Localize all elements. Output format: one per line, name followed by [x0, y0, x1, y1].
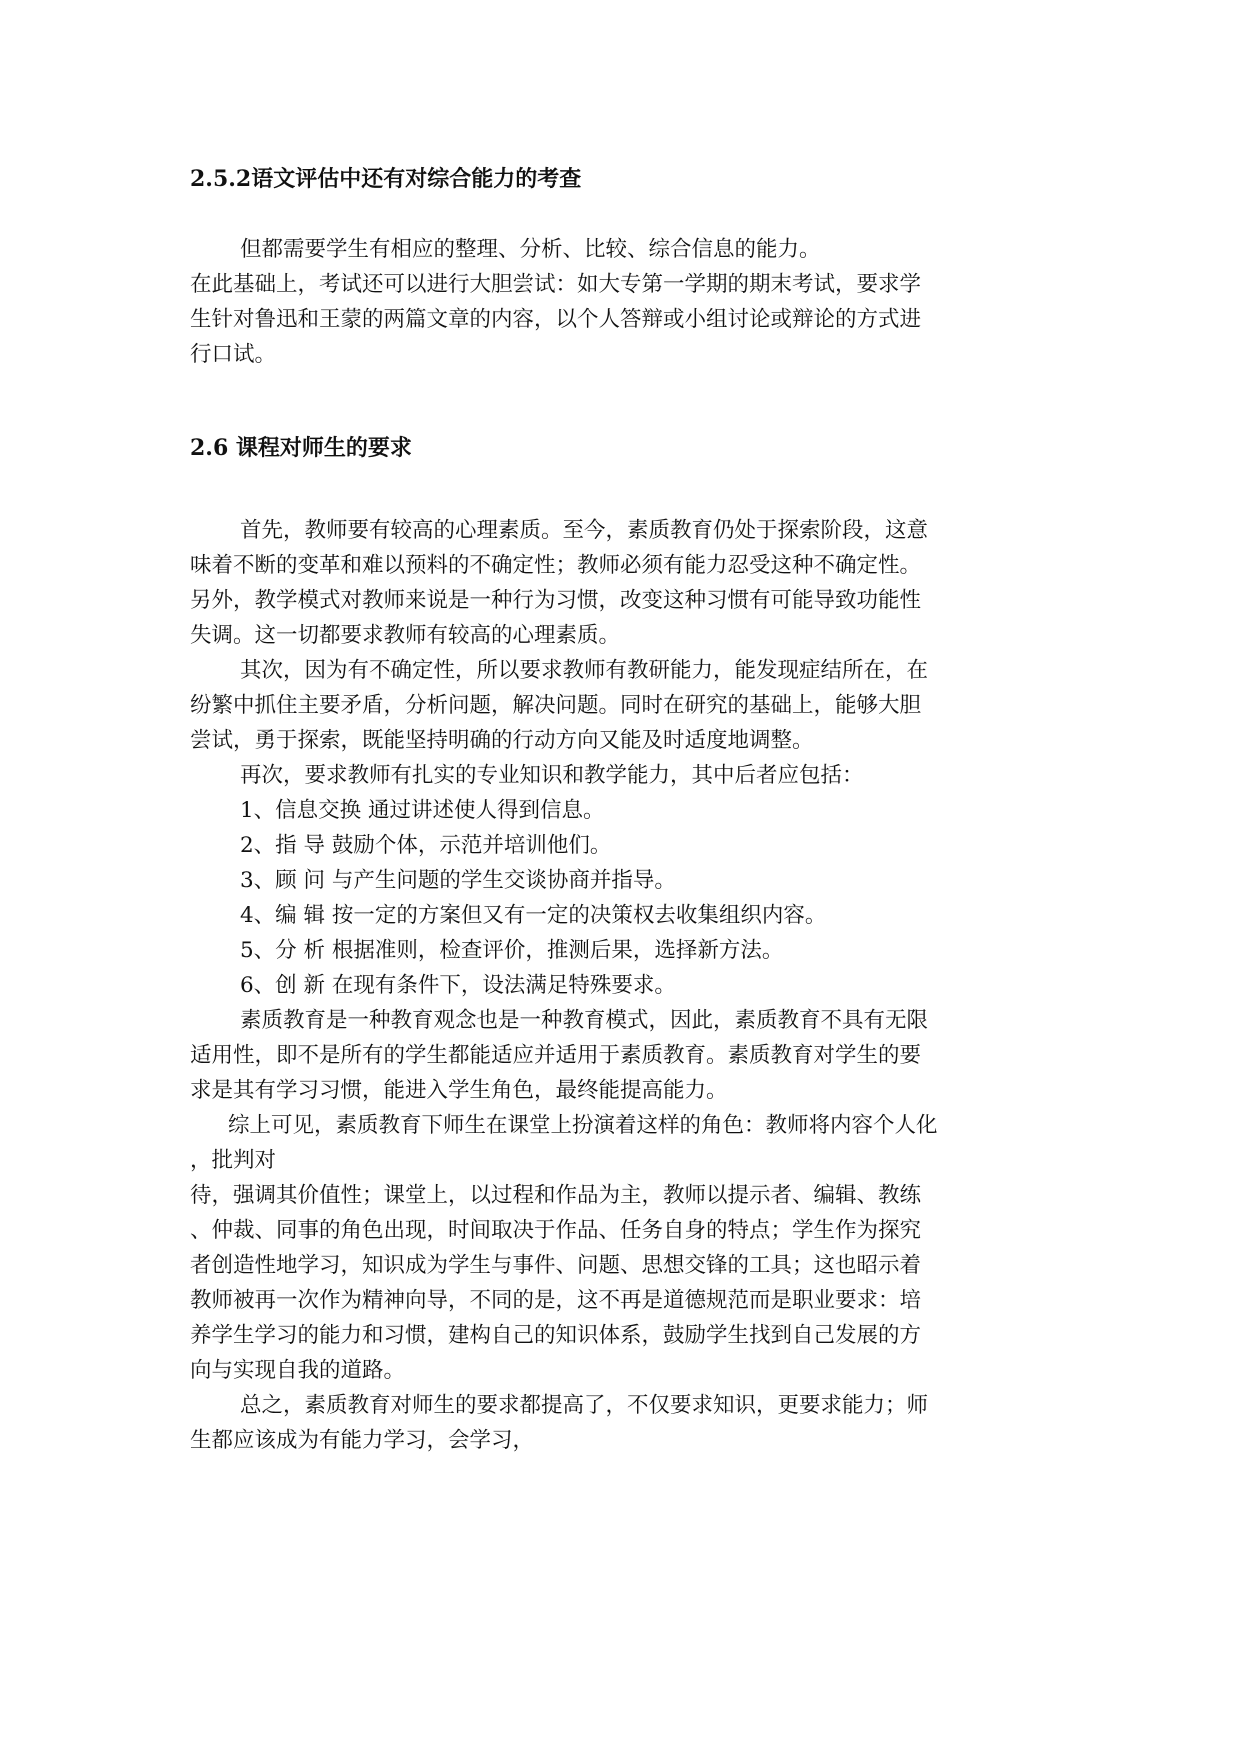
- paragraph-line: 首先，教师要有较高的心理素质。至今，素质教育仍处于探索阶段，这意: [240, 518, 929, 543]
- paragraph-line: 纷繁中抓住主要矛盾，分析问题，解决问题。同时在研究的基础上，能够大胆: [190, 693, 922, 718]
- paragraph-line: 者创造性地学习，知识成为学生与事件、问题、思想交锋的工具；这也昭示着: [190, 1253, 922, 1278]
- paragraph-line: 待，强调其价值性；课堂上，以过程和作品为主，教师以提示者、编辑、教练: [190, 1183, 922, 1208]
- list-item: 6、创 新 在现有条件下，设法满足特殊要求。: [240, 973, 676, 998]
- paragraph-line: 、仲裁、同事的角色出现，时间取决于作品、任务自身的特点；学生作为探究: [190, 1218, 922, 1243]
- paragraph-line: 素质教育是一种教育观念也是一种教育模式，因此，素质教育不具有无限: [240, 1008, 929, 1033]
- paragraph-line: 再次，要求教师有扎实的专业知识和教学能力，其中后者应包括：: [240, 763, 864, 788]
- list-item: 5、分 析 根据准则，检查评价，推测后果，选择新方法。: [240, 938, 784, 963]
- paragraph-line: 在此基础上，考试还可以进行大胆尝试：如大专第一学期的期末考试，要求学: [190, 272, 922, 297]
- section-body-2-5-2: [190, 232, 1050, 372]
- section-heading-2-6: 2.6 课程对师生的要求: [190, 435, 412, 461]
- paragraph-line: 但都需要学生有相应的整理、分析、比较、综合信息的能力。: [240, 237, 821, 262]
- paragraph-line: 其次，因为有不确定性，所以要求教师有教研能力，能发现症结所在，在: [240, 658, 929, 683]
- paragraph-line: 生针对鲁迅和王蒙的两篇文章的内容，以个人答辩或小组讨论或辩论的方式进: [190, 307, 922, 332]
- paragraph-line: 味着不断的变革和难以预料的不确定性；教师必须有能力忍受这种不确定性。: [190, 553, 922, 578]
- paragraph-line: 生都应该成为有能力学习，会学习，: [190, 1428, 535, 1453]
- paragraph-line: 尝试，勇于探索，既能坚持明确的行动方向又能及时适度地调整。: [190, 728, 814, 753]
- paragraph-line: ，批判对: [190, 1148, 277, 1173]
- section-heading-2-5-2: 2.5.2语文评估中还有对综合能力的考查: [190, 166, 582, 192]
- paragraph-line: 失调。这一切都要求教师有较高的心理素质。: [190, 623, 621, 648]
- paragraph-line: 综上可见，素质教育下师生在课堂上扮演着这样的角色：教师将内容个人化: [228, 1113, 938, 1138]
- paragraph-line: 向与实现自我的道路。: [190, 1358, 406, 1383]
- paragraph-line: 总之，素质教育对师生的要求都提高了，不仅要求知识，更要求能力；师: [240, 1393, 929, 1418]
- paragraph-line: 养学生学习的能力和习惯，建构自己的知识体系，鼓励学生找到自己发展的方: [190, 1323, 922, 1348]
- list-item: 2、指 导 鼓励个体，示范并培训他们。: [240, 833, 612, 858]
- paragraph-line: 教师被再一次作为精神向导，不同的是，这不再是道德规范而是职业要求：培: [190, 1288, 922, 1313]
- list-item: 4、编 辑 按一定的方案但又有一定的决策权去收集组织内容。: [240, 903, 827, 928]
- section-body-2-6: [190, 513, 1050, 1458]
- list-item: 1、信息交换 通过讲述使人得到信息。: [240, 798, 605, 823]
- paragraph-line: 适用性，即不是所有的学生都能适应并适用于素质教育。素质教育对学生的要: [190, 1043, 922, 1068]
- paragraph-line: 行口试。: [190, 342, 277, 367]
- paragraph-line: 另外，教学模式对教师来说是一种行为习惯，改变这种习惯有可能导致功能性: [190, 588, 922, 613]
- list-item: 3、顾 问 与产生问题的学生交谈协商并指导。: [240, 868, 676, 893]
- paragraph-line: 求是其有学习习惯，能进入学生角色，最终能提高能力。: [190, 1078, 728, 1103]
